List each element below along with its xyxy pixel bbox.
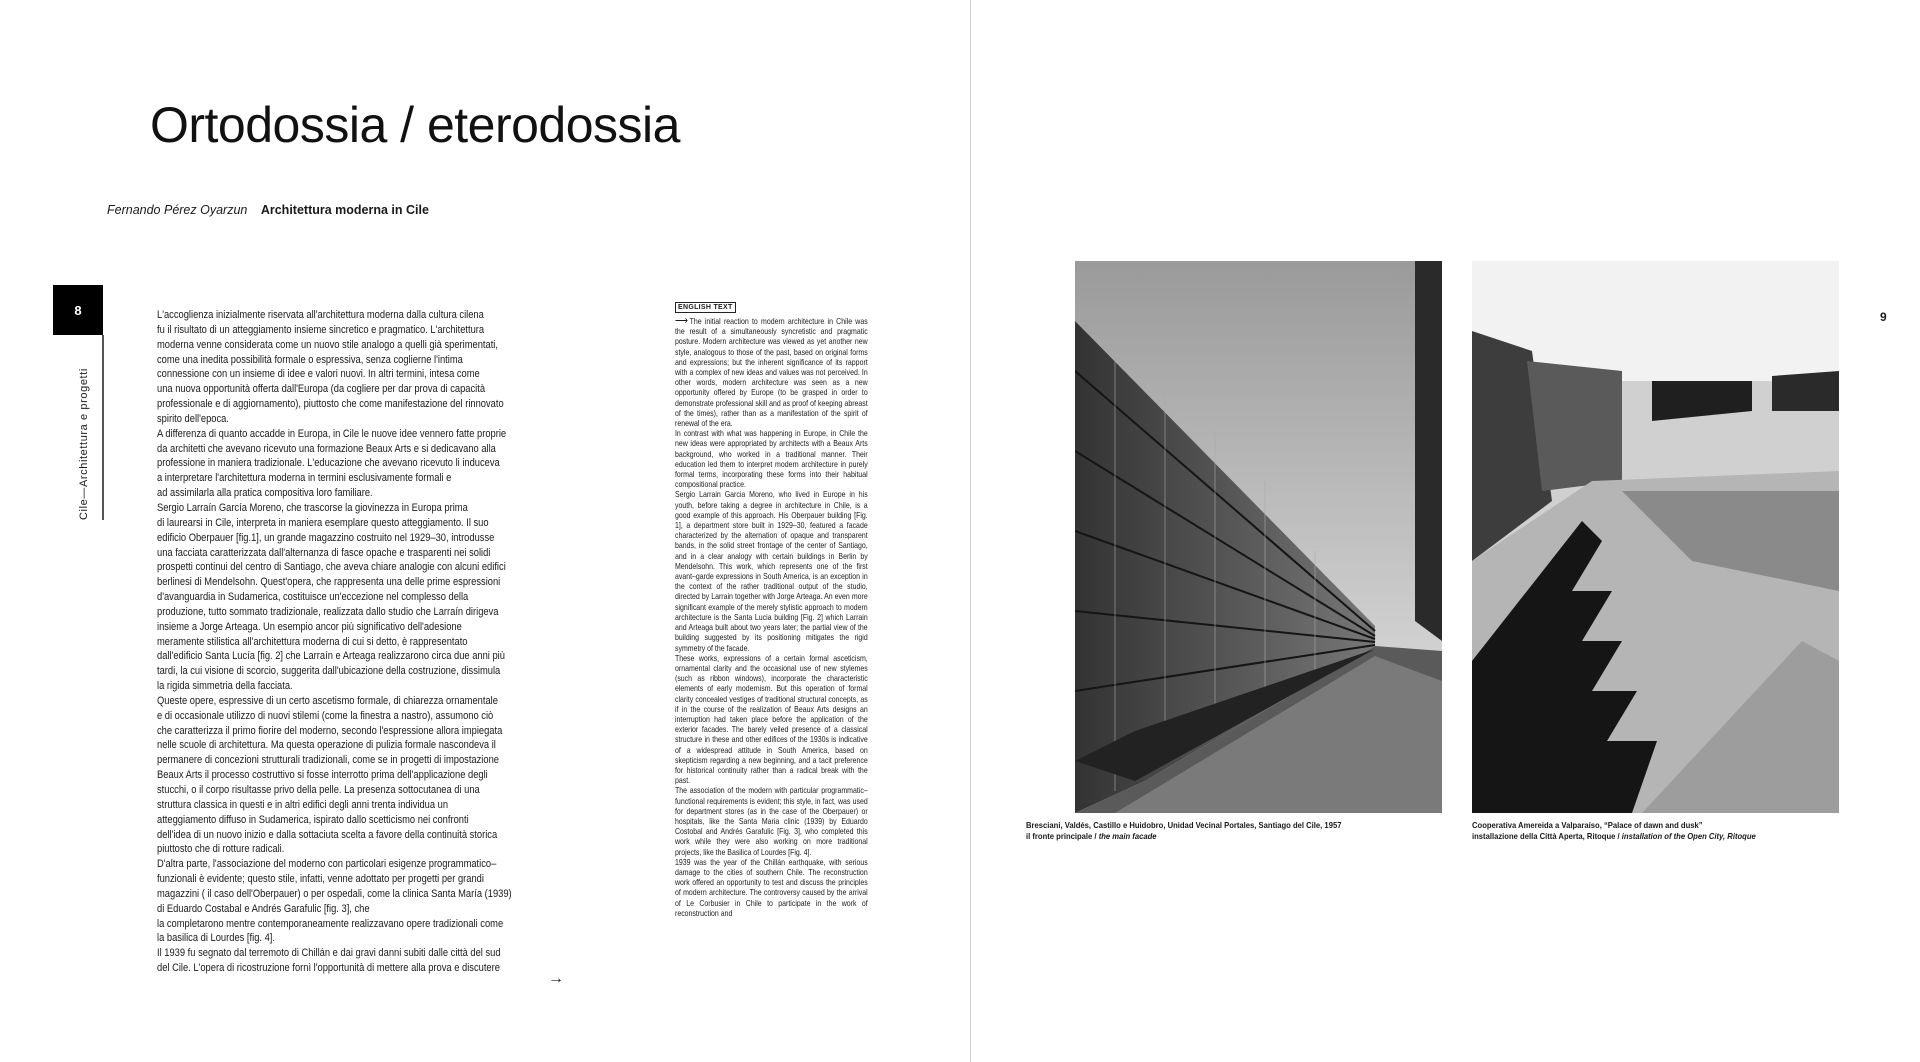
italian-text-column — [157, 308, 548, 976]
arrow-right-icon: → — [548, 970, 564, 987]
arrow-right-icon: ⟶ — [675, 315, 688, 327]
author-name: Fernando Pérez Oyarzun — [107, 203, 248, 217]
paragraph: The association of the modern with particular programmatic–functional requirements is evident; this style, in fact, was used for department stores (as in the case of the Oberpauer) or hospitals, like the Santa Maria clinic (1939) by Eduardo Costobal and Andrés Garafulic [Fig. 3], who completed this work while they were also working on more traditional projects, like the Basilica of Lourdes [Fig. 4]. — [675, 785, 868, 857]
paragraph: In contrast with what was happening in Europe, in Chile the new ideas were appropriated by architects with a Beaux Arts background, who worked in a traditional manner. Their education led them to interpret modern architecture in purely formal terms, incorporating these forms into their habitual compositional practice. — [675, 428, 868, 490]
spread-gutter — [970, 0, 971, 1062]
english-text-label: ENGLISH TEXT — [675, 302, 736, 313]
english-text-column — [675, 296, 910, 918]
english-text-body — [675, 316, 868, 918]
paragraph: Il 1939 fu segnato dal terremoto di Chillán e dai gravi danni subiti dalle città del sud del Cile. L'opera di ricostruzione fornì l'opportunità di mettere alla prova e discutere — [157, 947, 501, 975]
photo-unidad-vecinal-portales — [1075, 261, 1442, 813]
caption-title: Cooperativa Amereida a Valparaíso, “Palace of dawn and dusk” — [1472, 820, 1703, 830]
paragraph: A differenza di quanto accadde in Europa, in Cile le nuove idee vennero fatte proprie da architetti che avevano ricevuto una formazione Beaux Arts e si dedicavano alla professione in maniera tradizionale. L'educazione che avevano ricevuto li induceva a interpretare l'architettura moderna in termini esclusivamente formali e ad assimilarla alla pratica compositiva loro familiare. — [157, 427, 507, 500]
caption-english: the main facade — [1098, 831, 1157, 841]
caption-title: Bresciani, Valdés, Castillo e Huidobro, Unidad Vecinal Portales, Santiago del Cile, 1957 — [1026, 820, 1342, 830]
paragraph: Sergio Larrain Garcia Moreno, who lived in Europe in his youth, before taking a degree in architecture in Chile, is a good example of this approach. His Oberpauer building [Fig. 1], a department store built in 1929–30, featured a facade characterized by the alternation of opaque and transparent bands, in the solid street frontage of the center of Santiago, and in a clear analogy with certain buildings in Berlin by Mendelsohn. This work, which represents one of the first avant–garde expressions in South America, is an exception in the context of the rather traditional output of the studio, directed by Larrain together with Jorge Arteaga. An even more significant example of the merely stylistic approach to modern architecture is the Santa Lucia building [Fig. 2] which Larrain and Arteaga built about two years later; the partial view of the building suggested by its positioning mitigates the rigid symmetry of the facade. — [675, 489, 868, 653]
article-title: Ortodossia / eterodossia — [150, 97, 680, 153]
paragraph: 1939 was the year of the Chillán earthquake, with serious damage to the cities of southern Chile. The reconstruction work offered an opportunity to test and discuss the principles of modern architecture. The controversy caused by the arrival of Le Corbusier in Chile to participate in the work of reconstruction and — [675, 856, 868, 918]
caption-english: installation of the Open City, Ritoque — [1621, 831, 1756, 841]
page-number-right: 9 — [1880, 310, 1887, 324]
section-label: Cile—Architettura e progetti — [78, 368, 90, 520]
figure-caption — [1472, 820, 1756, 842]
paragraph: Queste opere, espressive di un certo ascetismo formale, di chiarezza ornamentale e di occasionale utilizzo di nuovi stilemi (come la finestra a nastro), assumono ciò che caratterizza il primo fiorire del moderno, secondo l'espressione allora impiegata nelle scuole di architettura. Ma questa operazione di pulizia formale nascondeva il permanere di concezioni strutturali tradizionali, come se in progetti di impostazione Beaux Arts il processo costruttivo si fosse interrotto prima dell'applicazione degli stucchi, o il corpo risultasse privo della pelle. La presenza sottocutanea di una struttura classica in questi e in altri edifici degli anni trenta individua un atteggiamento diffuso in Sudamerica, ispirato dallo scetticismo nei confronti dell'idea di un nuovo inizio e dalla sottaciuta scelta a favore della continuità storica piuttosto che di rotture radicali. — [157, 694, 503, 856]
paragraph — [675, 316, 868, 428]
figure-caption — [1026, 820, 1341, 842]
caption-subtitle — [1472, 831, 1756, 842]
page-number-left: 8 — [53, 285, 103, 335]
article-subtitle: Architettura moderna in Cile — [260, 203, 429, 217]
caption-italian: installazione della Città Aperta, Ritoque / — [1472, 831, 1622, 841]
paragraph: D'altra parte, l'associazione del moderno con particolari esigenze programmatico– funzionali è evidente; questo stile, infatti, venne adottato per progetti per grandi magazzini ( il caso dell'Oberpauer) o per ospedali, come la clinica Santa María (1939) di Eduardo Costabal e Andrés Garafulic [fig. 3], che la completarono mentre contemporaneamente realizzavano opere tradizionali come la basilica di Lourdes [fig. 4]. — [157, 858, 512, 945]
photo-palace-of-dawn-and-dusk — [1472, 261, 1839, 813]
paragraph-text: The initial reaction to modern architecture in Chile was the result of a simultaneously syncretistic and pragmatic posture. Modern architecture was viewed as yet another new style, analogous to those of the past, based on original forms and expressions; but the inherent significance of its rapport with a complex of new ideas and values was not perceived. In other words, modern architecture was seen as a new opportunity offered by Europe (to be grasped in order to demonstrate professional skill and as proof of keeping abreast of the times), rather than as a manifestation of the spirit of renewal of the era. — [675, 316, 868, 429]
paragraph: Sergio Larraín García Moreno, che trascorse la giovinezza in Europa prima di laurearsi in Cile, interpreta in maniera esemplare questo atteggiamento. Il suo edificio Oberpauer [fig.1], un grande magazzino costruito nel 1929–30, introdusse una facciata caratterizzata dall'alternanza di fasce opache e trasparenti nei solidi prospetti continui del centro di Santiago, che aveva chiare analogie con alcuni edifici berlinesi di Mendelsohn. Quest'opera, che rappresenta una delle prime espressioni d'avanguardia in Sudamerica, costituisce un'eccezione nel complesso della produzione, tutto sommato tradizionale, realizzata dallo studio che Larraín dirigeva insieme a Jorge Arteaga. Un esempio ancor più significativo dell'adesione meramente stilistica all'architettura moderna di cui si detto, è rappresentato dall'edificio Santa Lucía [fig. 2] che Larraín e Arteaga realizzarono circa due anni più tardi, la cui visione di scorcio, suggerita dall'ubicazione della costruzione, dissimula la rigida simmetria della facciata. — [157, 501, 506, 693]
byline — [107, 203, 429, 217]
caption-italian: il fronte principale / — [1026, 831, 1099, 841]
section-rule — [102, 335, 104, 520]
paragraph: These works, expressions of a certain formal asceticism, ornamental clarity and the occasional use of new stylemes (such as ribbon windows), incorporate the characteristic elements of early modernism. But this operation of formal clarity concealed vestiges of traditional structural concepts, as if in the course of the realization of Beaux Arts designs an interruption had taken place before the application of the exterior facades. The barely veiled presence of a classical structure in these and other edifices of the 1930s is indicative of a widespread attitude in South America, based on skepticism regarding a new beginning, and a tacit preference for historical continuity rather than a radical break with the past. — [675, 652, 868, 786]
caption-subtitle — [1026, 831, 1341, 842]
paragraph: L'accoglienza inizialmente riservata all'architettura moderna dalla cultura cilena fu il risultato di un atteggiamento insieme sincretico e pragmatico. L'architettura moderna venne considerata come un nuovo stile analogo a quelli già sperimentati, come una inedita possibilità formale o espressiva, senza coglierne l'intima connessione con un insieme di idee e valori nuovi. In altri termini, intesa come una nuova opportunità offerta dall'Europa (da cogliere per dar prova di capacità professionale e di aggiornamento), piuttosto che come manifestazione del rinnovato spirito dell'epoca. — [157, 309, 504, 425]
